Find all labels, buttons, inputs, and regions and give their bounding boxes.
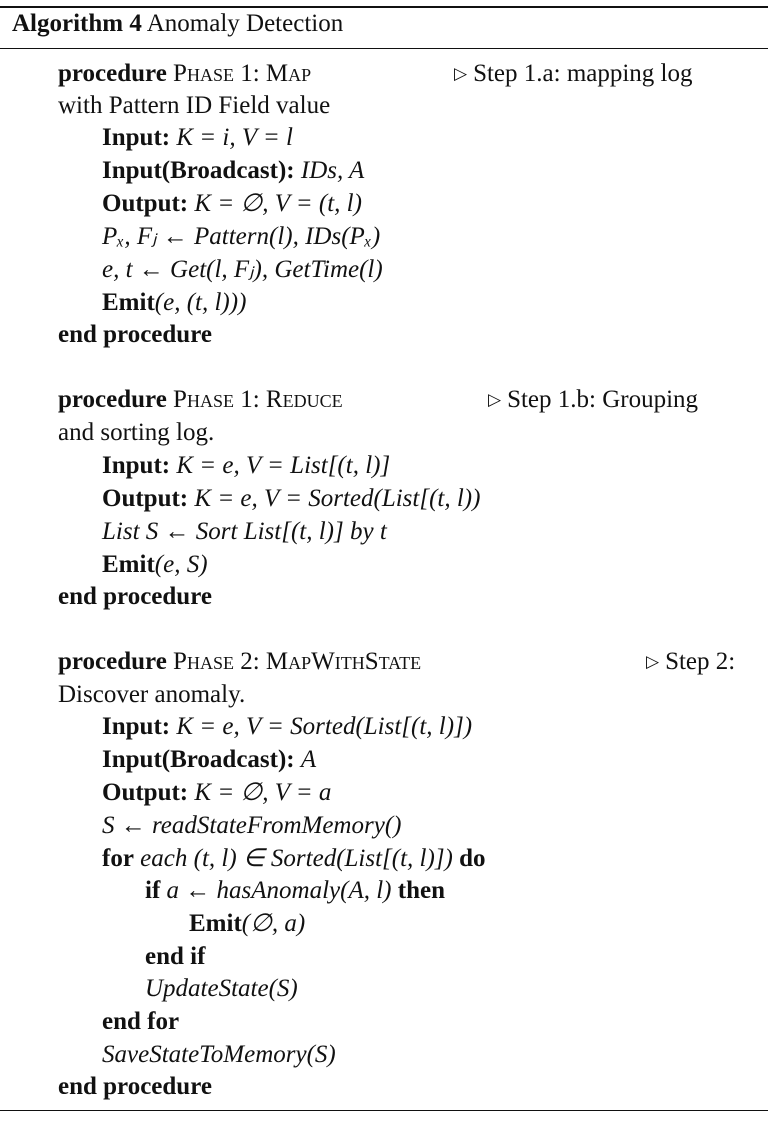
statement-1a: Pₓ, Fⱼ ← Pattern(l), IDs(Pₓ) bbox=[102, 223, 381, 250]
comment-triangle-icon: ▷ bbox=[488, 390, 502, 409]
output-keyword: Output: bbox=[102, 190, 189, 217]
comment-2 bbox=[488, 384, 698, 415]
input-value: K = i, V = l bbox=[176, 124, 293, 151]
procedure-keyword: procedure bbox=[58, 60, 167, 87]
statement-1b: e, t ← Get(l, Fⱼ), GetTime(l) bbox=[102, 256, 383, 283]
comment-text: Step 2: bbox=[665, 648, 736, 675]
proc-cont-1: with Pattern ID Field value bbox=[58, 92, 331, 119]
input-keyword: Input: bbox=[102, 452, 171, 479]
emit-value: (e, (t, l))) bbox=[154, 289, 247, 316]
output-line-2 bbox=[102, 483, 480, 514]
proc-line-2 bbox=[58, 384, 343, 415]
algorithm-label: Algorithm 4 bbox=[12, 10, 142, 37]
emit-line-2 bbox=[102, 549, 208, 580]
for-line bbox=[102, 843, 486, 874]
output-value: K = ∅, V = a bbox=[194, 779, 332, 806]
comment-triangle-icon: ▷ bbox=[646, 652, 660, 671]
end-procedure-1: end procedure bbox=[58, 321, 212, 348]
do-keyword: do bbox=[459, 845, 486, 872]
broadcast-value: A bbox=[300, 746, 317, 773]
statement-3a: S ← readStateFromMemory() bbox=[102, 812, 402, 839]
proc-cont-2: and sorting log. bbox=[58, 419, 215, 446]
then-keyword: then bbox=[397, 877, 445, 904]
header-rule bbox=[0, 48, 768, 49]
broadcast-value: IDs, A bbox=[300, 157, 365, 184]
input-line-1 bbox=[102, 122, 293, 153]
algorithm-title: Anomaly Detection bbox=[146, 10, 344, 37]
for-value: each (t, l) ∈ Sorted(List[(t, l)]) bbox=[140, 845, 453, 872]
comment-1 bbox=[454, 58, 693, 89]
input-value: K = e, V = List[(t, l)] bbox=[176, 452, 391, 479]
emit-line-3 bbox=[189, 908, 305, 939]
output-keyword: Output: bbox=[102, 779, 189, 806]
input-line-2 bbox=[102, 450, 390, 481]
proc-line-1 bbox=[58, 58, 311, 89]
emit-value: (e, S) bbox=[154, 551, 208, 578]
output-line-3 bbox=[102, 777, 331, 808]
input-keyword: Input: bbox=[102, 124, 171, 151]
procedure-name: Phase 2: MapWithState bbox=[173, 648, 422, 675]
if-line bbox=[145, 875, 445, 906]
comment-text: Step 1.a: mapping log bbox=[473, 60, 693, 87]
procedure-name: Phase 1: Map bbox=[173, 60, 312, 87]
statement-2a: List S ← Sort List[(t, l)] by t bbox=[102, 518, 387, 545]
end-if: end if bbox=[145, 943, 206, 970]
output-value: K = e, V = Sorted(List[(t, l)) bbox=[194, 485, 481, 512]
emit-keyword: Emit bbox=[102, 289, 155, 316]
comment-3 bbox=[646, 646, 735, 677]
input-value: K = e, V = Sorted(List[(t, l)]) bbox=[176, 713, 473, 740]
output-line-1 bbox=[102, 188, 362, 219]
input-line-3 bbox=[102, 711, 472, 742]
proc-line-3 bbox=[58, 646, 421, 677]
broadcast-line-3 bbox=[102, 744, 316, 775]
comment-text: Step 1.b: Grouping bbox=[507, 386, 699, 413]
emit-value: (∅, a) bbox=[241, 910, 306, 937]
end-procedure-3: end procedure bbox=[58, 1073, 212, 1100]
output-keyword: Output: bbox=[102, 485, 189, 512]
procedure-keyword: procedure bbox=[58, 648, 167, 675]
emit-line-1 bbox=[102, 287, 246, 318]
proc-cont-3: Discover anomaly. bbox=[58, 681, 246, 708]
if-value: a ← hasAnomaly(A, l) bbox=[166, 877, 392, 904]
input-keyword: Input: bbox=[102, 713, 171, 740]
save-state: SaveStateToMemory(S) bbox=[102, 1041, 336, 1068]
broadcast-keyword: Input(Broadcast): bbox=[102, 746, 295, 773]
end-procedure-2: end procedure bbox=[58, 583, 212, 610]
if-keyword: if bbox=[145, 877, 161, 904]
output-value: K = ∅, V = (t, l) bbox=[194, 190, 362, 217]
top-rule bbox=[0, 6, 768, 8]
for-keyword: for bbox=[102, 845, 134, 872]
broadcast-keyword: Input(Broadcast): bbox=[102, 157, 295, 184]
update-state: UpdateState(S) bbox=[145, 975, 298, 1002]
bottom-rule bbox=[0, 1110, 768, 1111]
procedure-keyword: procedure bbox=[58, 386, 167, 413]
end-for: end for bbox=[102, 1008, 180, 1035]
procedure-name: Phase 1: Reduce bbox=[173, 386, 343, 413]
broadcast-line-1 bbox=[102, 155, 364, 186]
emit-keyword: Emit bbox=[102, 551, 155, 578]
emit-keyword: Emit bbox=[189, 910, 242, 937]
comment-triangle-icon: ▷ bbox=[454, 64, 468, 83]
algorithm-header bbox=[12, 10, 343, 38]
